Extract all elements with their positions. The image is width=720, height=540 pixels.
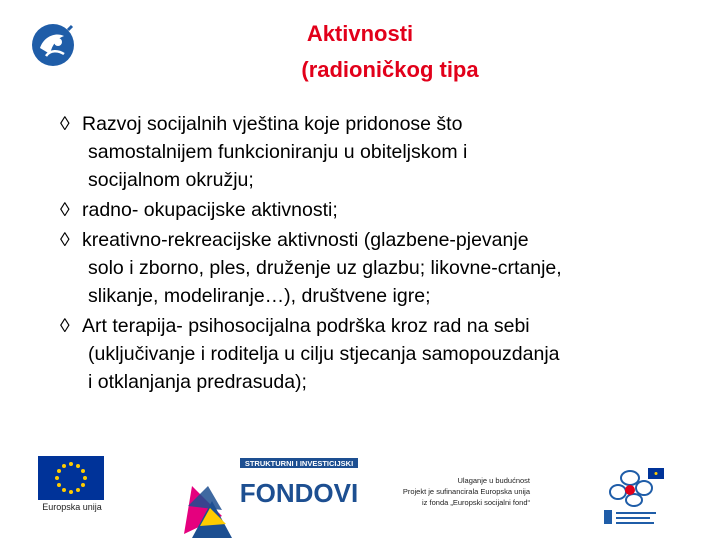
funding-statement <box>370 475 530 508</box>
list-item <box>60 110 700 194</box>
eu-flag-icon <box>38 456 104 500</box>
list-item-text: i otklanjanja predrasuda); <box>88 371 307 393</box>
slide-subtitle: (radioničkog tipa <box>301 57 479 82</box>
fondovi-top-text: STRUKTURNI I INVESTICIJSKI <box>244 459 354 468</box>
organization-logo-icon <box>30 22 76 68</box>
list-item-text: Art terapija- psihosocijalna podrška kroz rad na sebi <box>82 315 530 337</box>
list-item <box>60 196 700 224</box>
list-item-text: kreativno-rekreacijske aktivnosti (glazbene-pjevanje <box>82 229 529 251</box>
bullet-icon: ◊ <box>60 199 70 221</box>
bullet-icon: ◊ <box>60 229 70 251</box>
eu-label: Europska unija <box>42 502 102 512</box>
footer <box>0 440 720 540</box>
list-item-text: samostalnijem funkcioniranju u obiteljskom i <box>88 141 468 163</box>
slide-title: Aktivnosti <box>306 21 414 46</box>
funding-line: Ulaganje u budućnost <box>457 476 530 485</box>
list-item-text: slikanje, modeliranje…), društvene igre; <box>88 285 431 307</box>
funding-line: iz fonda „Europski socijalni fond“ <box>422 498 530 507</box>
fondovi-main-text: FONDOVI <box>239 478 358 508</box>
list-item-text: Razvoj socijalnih vještina koje pridonose što <box>82 113 463 135</box>
bullet-icon: ◊ <box>60 315 70 337</box>
list-item-text: solo i zborno, ples, druženje uz glazbu; likovne-crtanje, <box>88 257 562 279</box>
bullet-list <box>60 110 700 398</box>
flower-logo-icon <box>600 462 670 528</box>
fondovi-logo <box>182 446 358 538</box>
list-item-text: radno- okupacijske aktivnosti; <box>82 199 338 221</box>
list-item <box>60 312 700 396</box>
list-item-text: (uključivanje i roditelja u cilju stjecanja samopouzdanja <box>88 343 560 365</box>
list-item-text: socijalnom okružju; <box>88 169 254 191</box>
funding-line: Projekt je sufinancirala Europska unija <box>402 487 530 496</box>
list-item <box>60 226 700 310</box>
bullet-icon: ◊ <box>60 113 70 135</box>
